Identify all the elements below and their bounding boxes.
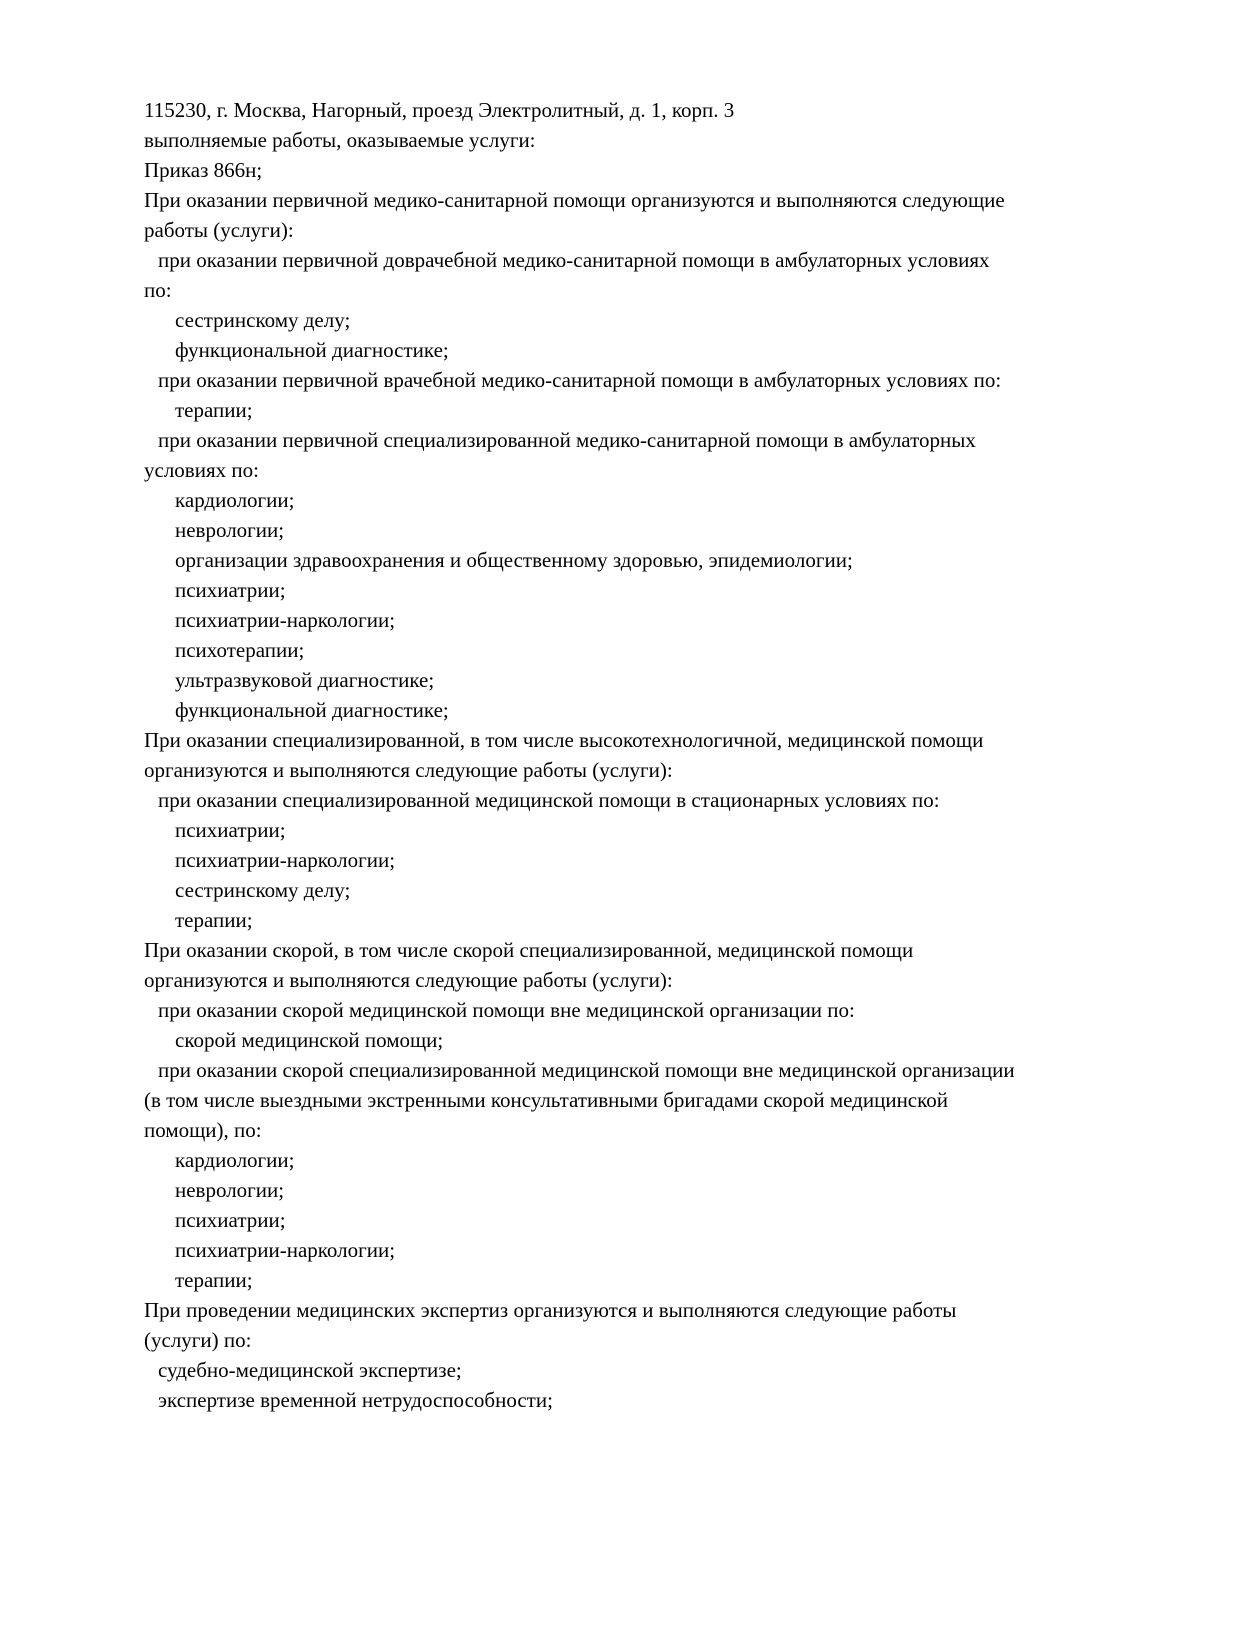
- document-line: При оказании специализированной, в том числе высокотехнологичной, медицинской помощи: [144, 728, 984, 752]
- document-line: сестринскому делу;: [175, 878, 351, 902]
- document-line: терапии;: [175, 908, 253, 932]
- document-line: Приказ 866н;: [144, 158, 263, 182]
- document-line: экспертизе временной нетрудоспособности;: [158, 1388, 553, 1412]
- document-line: сестринскому делу;: [175, 308, 351, 332]
- document-line: выполняемые работы, оказываемые услуги:: [144, 128, 536, 152]
- document-line: (услуги) по:: [144, 1328, 252, 1352]
- document-line: функциональной диагностике;: [175, 698, 449, 722]
- document-line: при оказании первичной доврачебной медико-санитарной помощи в амбулаторных условиях: [158, 248, 990, 272]
- document-line: При проведении медицинских экспертиз организуются и выполняются следующие работы: [144, 1298, 957, 1322]
- document-line: психиатрии;: [175, 818, 286, 842]
- document-line: кардиологии;: [175, 1148, 295, 1172]
- document-line: При оказании скорой, в том числе скорой специализированной, медицинской помощи: [144, 938, 914, 962]
- document-line: психиатрии;: [175, 1208, 286, 1232]
- document-line: помощи), по:: [144, 1118, 262, 1142]
- document-line: при оказании скорой специализированной медицинской помощи вне медицинской организации: [158, 1058, 1015, 1082]
- document-line: психиатрии;: [175, 578, 286, 602]
- document-line: При оказании первичной медико-санитарной помощи организуются и выполняются следующие: [144, 188, 1005, 212]
- document-line: организуются и выполняются следующие работы (услуги):: [144, 968, 673, 992]
- document-line: организации здравоохранения и общественному здоровью, эпидемиологии;: [175, 548, 853, 572]
- document-line: функциональной диагностике;: [175, 338, 449, 362]
- document-line: работы (услуги):: [144, 218, 294, 242]
- document-line: условиях по:: [144, 458, 259, 482]
- document-line: судебно-медицинской экспертизе;: [158, 1358, 462, 1382]
- document-line: при оказании специализированной медицинской помощи в стационарных условиях по:: [158, 788, 940, 812]
- document-line: психиатрии-наркологии;: [175, 1238, 396, 1262]
- document-line: при оказании первичной специализированной медико-санитарной помощи в амбулаторных: [158, 428, 976, 452]
- document-line: терапии;: [175, 1268, 253, 1292]
- document-line: психиатрии-наркологии;: [175, 608, 396, 632]
- document-line: ультразвуковой диагностике;: [175, 668, 435, 692]
- document-line: психотерапии;: [175, 638, 305, 662]
- document-line: терапии;: [175, 398, 253, 422]
- document-line: кардиологии;: [175, 488, 295, 512]
- document-line: при оказании первичной врачебной медико-санитарной помощи в амбулаторных условиях по:: [158, 368, 1002, 392]
- document-text-block: [144, 95, 1154, 1415]
- document-line: неврологии;: [175, 518, 285, 542]
- document-line: (в том числе выездными экстренными консультативными бригадами скорой медицинской: [144, 1088, 948, 1112]
- document-line: по:: [144, 278, 172, 302]
- document-line: неврологии;: [175, 1178, 285, 1202]
- document-line: психиатрии-наркологии;: [175, 848, 396, 872]
- document-line: организуются и выполняются следующие работы (услуги):: [144, 758, 673, 782]
- document-line: скорой медицинской помощи;: [175, 1028, 444, 1052]
- document-line: 115230, г. Москва, Нагорный, проезд Электролитный, д. 1, корп. 3: [144, 98, 735, 122]
- document-line: при оказании скорой медицинской помощи вне медицинской организации по:: [158, 998, 855, 1022]
